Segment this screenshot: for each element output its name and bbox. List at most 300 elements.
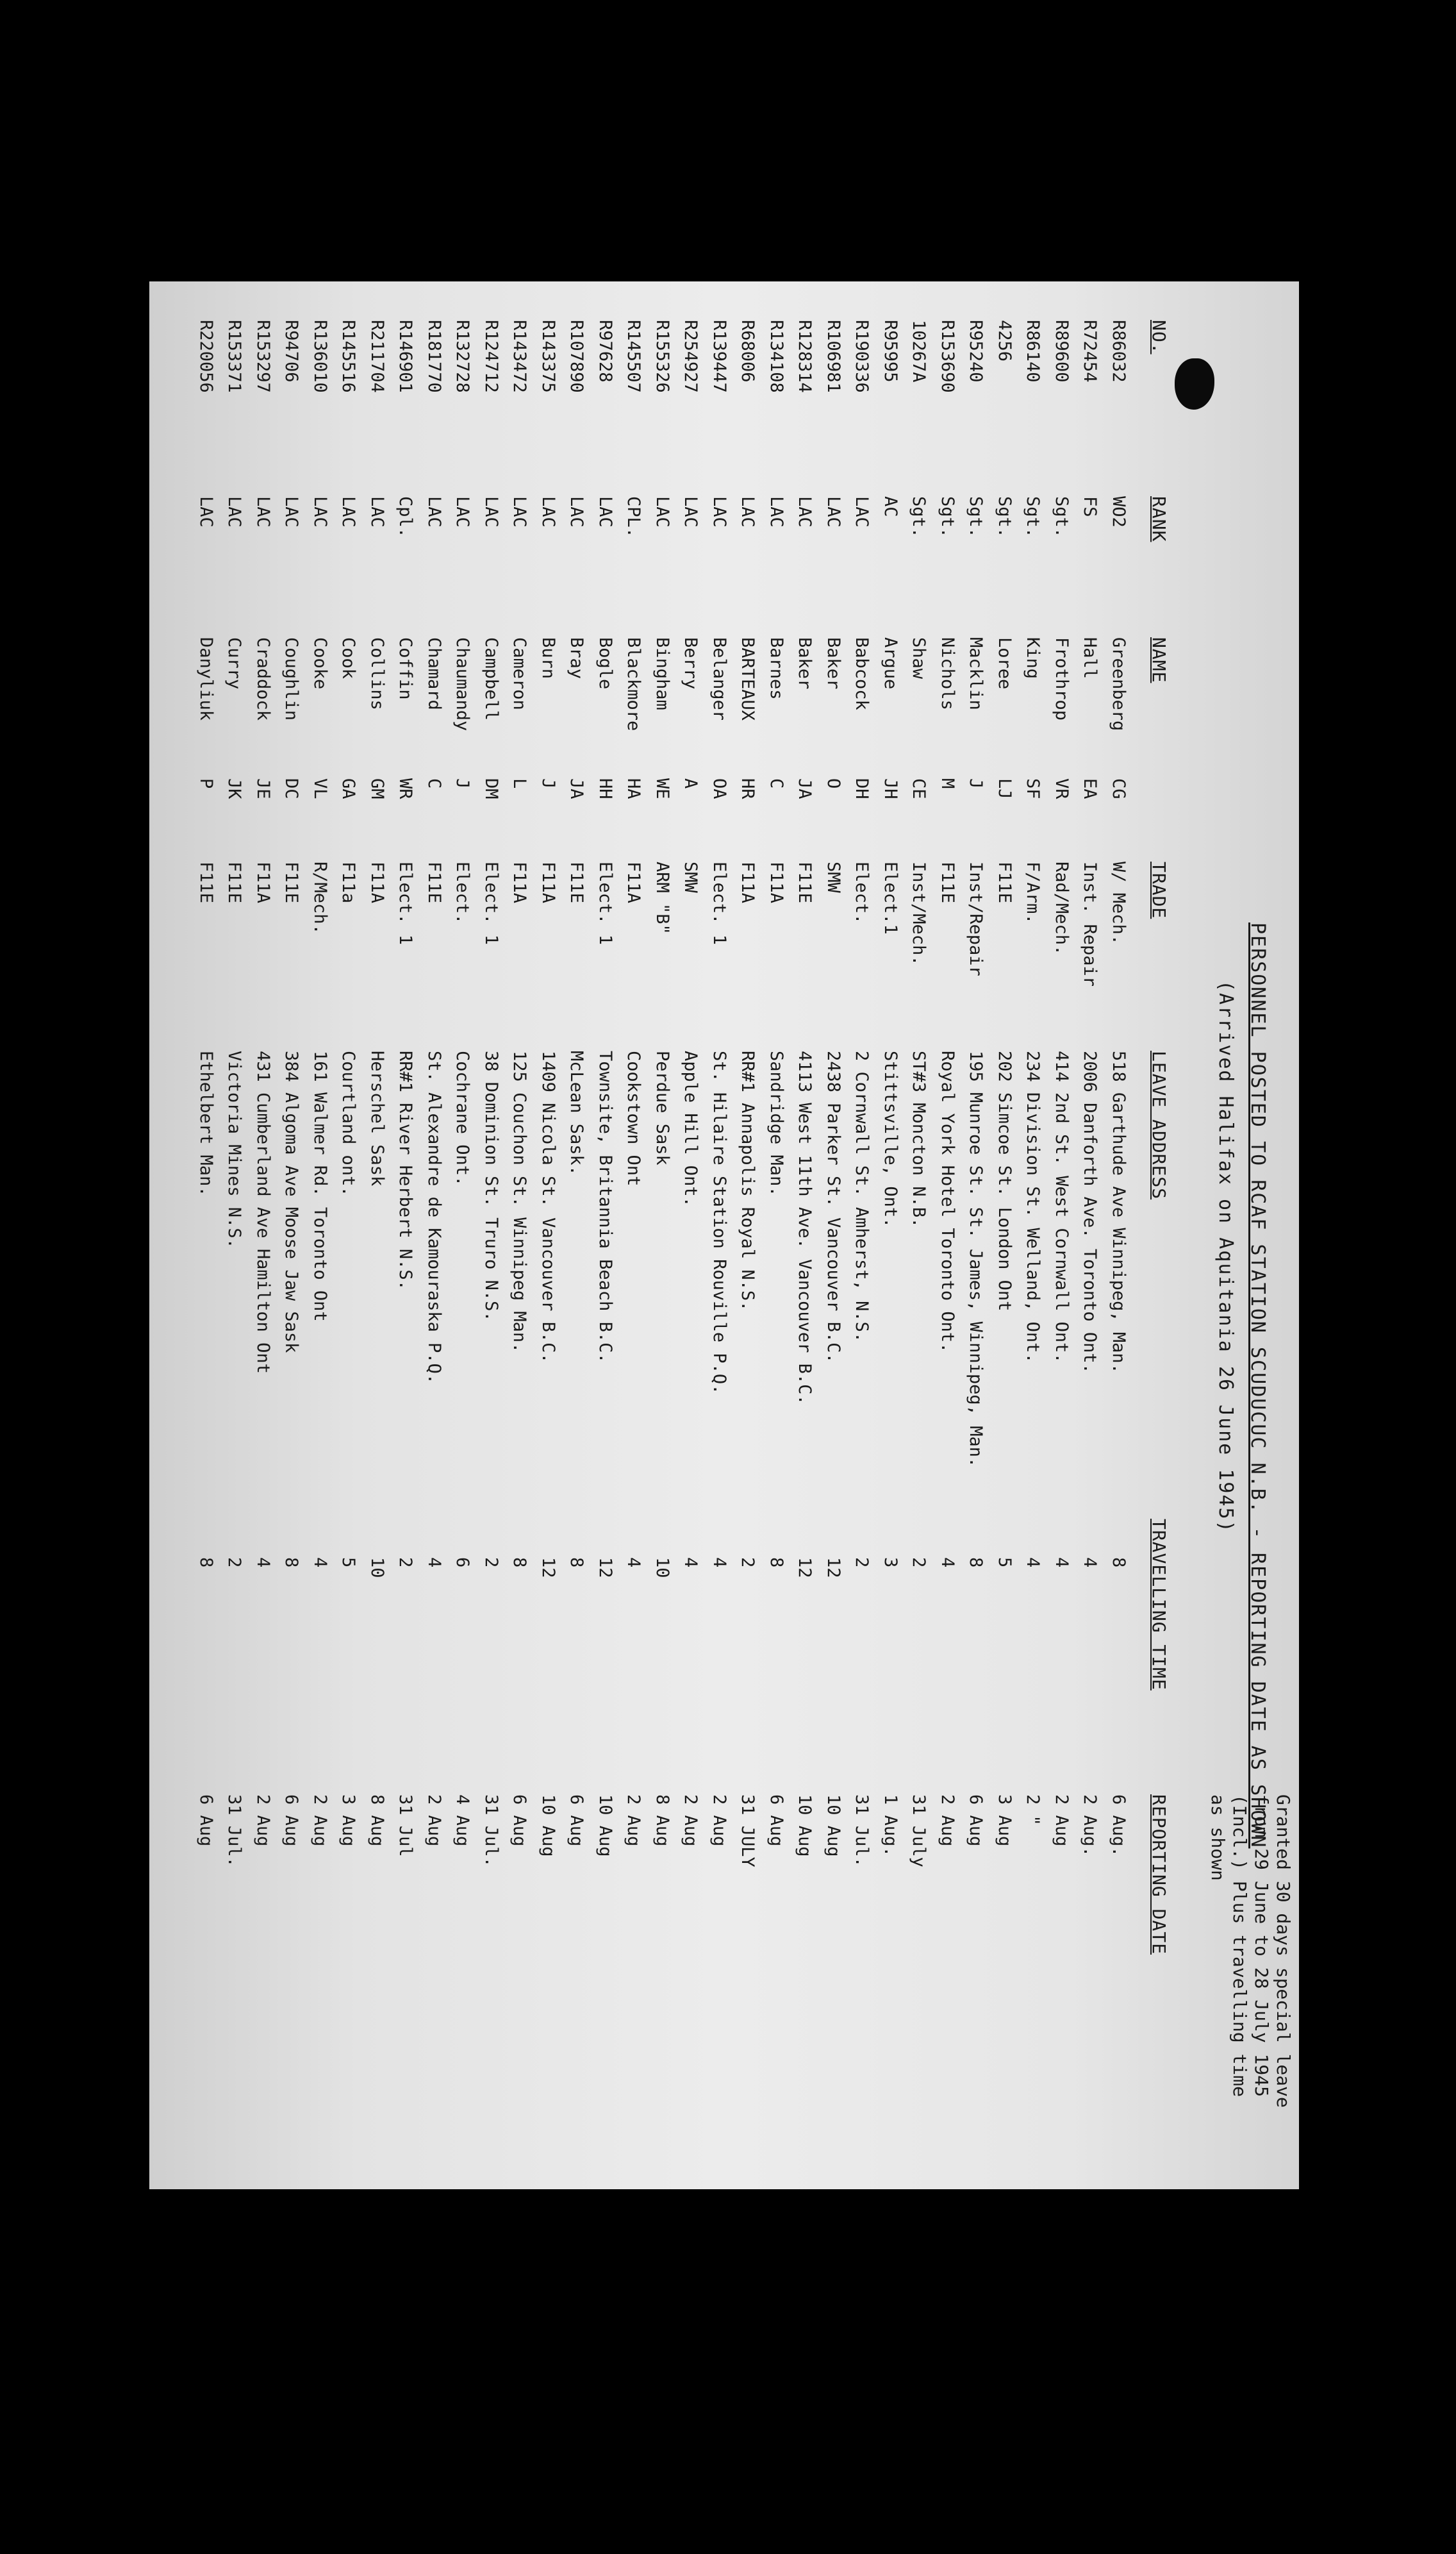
cell-trade: F11E	[938, 862, 957, 904]
cell-travelling-time: 8	[1109, 1557, 1129, 1568]
cell-leave-address: Victoria Mines N.S.	[224, 1051, 245, 1249]
cell-initials: CG	[1109, 778, 1129, 799]
cell-initials: J	[538, 778, 558, 789]
cell-rank: Sgt.	[1052, 496, 1071, 538]
cell-rank: LAC	[738, 496, 758, 528]
cell-trade: Elect. 1	[481, 862, 501, 946]
cell-initials: DH	[852, 778, 872, 799]
cell-trade: F11A	[738, 862, 758, 904]
table-row	[766, 281, 785, 2189]
cell-travelling-time: 10	[652, 1557, 672, 1578]
table-row	[937, 281, 956, 2189]
cell-reporting-date: 31 July	[909, 1794, 929, 1867]
leave-note	[1207, 1794, 1294, 2108]
cell-rank: LAC	[281, 496, 302, 528]
column-header-address: LEAVE ADDRESS	[1148, 1051, 1170, 1200]
cell-travelling-time: 3	[881, 1557, 900, 1568]
cell-reporting-date: 6 Aug	[509, 1794, 530, 1847]
cell-initials: VL	[310, 778, 330, 799]
cell-reporting-date: 6 Aug.	[1109, 1794, 1129, 1857]
cell-trade: SMW	[823, 862, 843, 893]
cell-rank: LAC	[852, 496, 872, 528]
cell-rank: Sgt.	[1023, 496, 1043, 538]
cell-reporting-date: 2 Aug	[253, 1794, 273, 1847]
cell-trade: Elect.	[452, 862, 473, 924]
cell-travelling-time: 4	[1052, 1557, 1071, 1568]
cell-leave-address: Cookstown Ont	[624, 1051, 644, 1187]
cell-leave-address: RR#1 River Herbert N.S.	[395, 1051, 416, 1290]
cell-rank: LAC	[253, 496, 273, 528]
cell-surname: Greenberg	[1109, 637, 1129, 731]
cell-rank: Cpl.	[395, 496, 416, 538]
cell-service-number: R139447	[709, 320, 729, 393]
cell-service-number: R153690	[938, 320, 957, 393]
cell-travelling-time: 2	[481, 1557, 501, 1568]
cell-rank: LAC	[481, 496, 501, 528]
cell-surname: Chaumandy	[452, 637, 473, 731]
table-row	[1080, 281, 1099, 2189]
cell-initials: HR	[738, 778, 758, 799]
cell-service-number: R124712	[481, 320, 501, 393]
cell-travelling-time: 4	[1023, 1557, 1043, 1568]
table-row	[709, 281, 728, 2189]
cell-rank: LAC	[424, 496, 444, 528]
cell-reporting-date: 2 "	[1023, 1794, 1043, 1826]
cell-reporting-date: 31 Jul.	[852, 1794, 872, 1867]
cell-service-number: 4256	[995, 320, 1014, 362]
cell-service-number: R107890	[567, 320, 587, 393]
cell-travelling-time: 2	[909, 1557, 929, 1568]
cell-initials: DM	[481, 778, 501, 799]
cell-rank: LAC	[224, 496, 245, 528]
table-row	[452, 281, 472, 2189]
document-page	[149, 281, 1299, 2189]
cell-rank: LAC	[823, 496, 843, 528]
cell-trade: Inst. Repair	[1080, 862, 1100, 987]
cell-travelling-time: 8	[196, 1557, 216, 1568]
cell-leave-address: 518 Garthude Ave Winnipeg, Man.	[1109, 1051, 1129, 1374]
cell-service-number: R146901	[395, 320, 416, 393]
cell-leave-address: Apple Hill Ont.	[681, 1051, 701, 1207]
cell-initials: WR	[395, 778, 416, 799]
cell-rank: LAC	[196, 496, 216, 528]
cell-initials: J	[452, 778, 473, 789]
cell-travelling-time: 4	[424, 1557, 444, 1568]
table-row	[509, 281, 529, 2189]
cell-travelling-time: 8	[766, 1557, 786, 1568]
table-row	[994, 281, 1013, 2189]
cell-travelling-time: 10	[367, 1557, 387, 1578]
cell-reporting-date: 8 Aug	[367, 1794, 387, 1847]
cell-surname: Loree	[995, 637, 1014, 690]
cell-trade: Elect. 1	[395, 862, 416, 946]
cell-initials: CE	[909, 778, 929, 799]
cell-surname: Shaw	[909, 637, 929, 680]
table-row	[823, 281, 842, 2189]
cell-travelling-time: 5	[338, 1557, 359, 1568]
cell-initials: HA	[624, 778, 644, 799]
table-row	[795, 281, 814, 2189]
cell-service-number: R181770	[424, 320, 444, 393]
cell-reporting-date: 2 Aug	[681, 1794, 701, 1847]
cell-leave-address: 431 Cumberland Ave Hamilton Ont	[253, 1051, 273, 1374]
column-header-travel-time: TRAVELLING TIME	[1148, 1519, 1170, 1690]
cell-rank: LAC	[709, 496, 729, 528]
cell-initials: GA	[338, 778, 359, 799]
cell-initials: JK	[224, 778, 245, 799]
cell-reporting-date: 3 Aug	[995, 1794, 1014, 1847]
cell-surname: Nichols	[938, 637, 957, 710]
cell-surname: BARTEAUX	[738, 637, 758, 721]
cell-service-number: R132728	[452, 320, 473, 393]
cell-initials: DC	[281, 778, 302, 799]
cell-travelling-time: 4	[1080, 1557, 1100, 1568]
table-row	[195, 281, 215, 2189]
cell-trade: Elect. 1	[709, 862, 729, 946]
cell-service-number: R143472	[509, 320, 530, 393]
cell-service-number: R97628	[595, 320, 615, 383]
cell-service-number: R136010	[310, 320, 330, 393]
cell-service-number: 10267A	[909, 320, 929, 383]
cell-trade: F11A	[509, 862, 530, 904]
cell-trade: F11E	[995, 862, 1014, 904]
cell-surname: Campbell	[481, 637, 501, 721]
cell-surname: Argue	[881, 637, 900, 690]
cell-trade: R/Mech.	[310, 862, 330, 935]
cell-initials: WE	[652, 778, 672, 799]
cell-surname: Baker	[823, 637, 843, 690]
cell-service-number: R145507	[624, 320, 644, 393]
table-row	[281, 281, 301, 2189]
table-row	[624, 281, 643, 2189]
cell-service-number: R72454	[1080, 320, 1100, 383]
column-header-rank: RANK	[1148, 496, 1170, 542]
cell-leave-address: St. Alexandre de Kamouraska P.Q.	[424, 1051, 444, 1385]
table-row	[224, 281, 244, 2189]
cell-surname: Chamard	[424, 637, 444, 710]
cell-initials: OA	[709, 778, 729, 799]
cell-initials: A	[681, 778, 701, 789]
cell-rank: Sgt.	[995, 496, 1014, 538]
cell-initials: C	[766, 778, 786, 789]
cell-rank: CPL.	[624, 496, 644, 538]
cell-surname: Bray	[567, 637, 587, 680]
cell-initials: JH	[881, 778, 900, 799]
cell-trade: F11E	[795, 862, 815, 904]
cell-surname: Hall	[1080, 637, 1100, 680]
cell-leave-address: St. Hilaire Station Rouville P.Q.	[709, 1051, 729, 1395]
cell-leave-address: Royal York Hotel Toronto Ont.	[938, 1051, 957, 1353]
cell-service-number: R190336	[852, 320, 872, 393]
cell-reporting-date: 2 Aug.	[1080, 1794, 1100, 1857]
cell-reporting-date: 2 Aug	[709, 1794, 729, 1847]
cell-leave-address: Sandridge Man.	[766, 1051, 786, 1197]
cell-reporting-date: 31 Jul.	[224, 1794, 245, 1867]
cell-leave-address: Ethelbert Man.	[196, 1051, 216, 1197]
cell-reporting-date: 3 Aug	[338, 1794, 359, 1847]
cell-reporting-date: 6 Aug	[567, 1794, 587, 1847]
cell-trade: F11E	[424, 862, 444, 904]
cell-initials: VR	[1052, 778, 1071, 799]
table-row	[1023, 281, 1042, 2189]
cell-travelling-time: 4	[253, 1557, 273, 1568]
table-row	[538, 281, 557, 2189]
table-row	[880, 281, 899, 2189]
cell-reporting-date: 10 Aug	[595, 1794, 615, 1857]
column-header-reporting-date: REPORTING DATE	[1148, 1794, 1170, 1955]
cell-reporting-date: 10 Aug	[823, 1794, 843, 1857]
cell-travelling-time: 6	[452, 1557, 473, 1568]
cell-rank: LAC	[310, 496, 330, 528]
table-row	[738, 281, 757, 2189]
cell-surname: Craddock	[253, 637, 273, 721]
cell-reporting-date: 2 Aug	[1052, 1794, 1071, 1847]
cell-leave-address: ST#3 Moncton N.B.	[909, 1051, 929, 1228]
cell-trade: F11E	[281, 862, 302, 904]
cell-travelling-time: 8	[567, 1557, 587, 1568]
cell-service-number: R68006	[738, 320, 758, 383]
cell-reporting-date: 6 Aug	[281, 1794, 302, 1847]
cell-travelling-time: 12	[538, 1557, 558, 1578]
cell-leave-address: 384 Algoma Ave Moose Jaw Sask	[281, 1051, 302, 1353]
cell-initials: SF	[1023, 778, 1043, 799]
cell-surname: Bogle	[595, 637, 615, 690]
cell-rank: WO2	[1109, 496, 1129, 528]
cell-surname: Cameron	[509, 637, 530, 710]
cell-service-number: R86032	[1109, 320, 1129, 383]
table-row	[1051, 281, 1070, 2189]
cell-leave-address: 125 Couchon St. Winnipeg Man.	[509, 1051, 530, 1353]
table-row	[595, 281, 614, 2189]
cell-rank: LAC	[538, 496, 558, 528]
cell-reporting-date: 2 Aug	[938, 1794, 957, 1847]
cell-surname: Cook	[338, 637, 359, 680]
cell-surname: Coughlin	[281, 637, 302, 721]
cell-service-number: R153371	[224, 320, 245, 393]
cell-service-number: R145516	[338, 320, 359, 393]
cell-leave-address: 2006 Danforth Ave. Toronto Ont.	[1080, 1051, 1100, 1374]
cell-travelling-time: 4	[938, 1557, 957, 1568]
cell-surname: Frothrop	[1052, 637, 1071, 721]
table-row	[681, 281, 700, 2189]
cell-trade: F11E	[567, 862, 587, 904]
table-row	[966, 281, 985, 2189]
leave-note-line: from 29 June to 28 July 1945	[1251, 1794, 1272, 2098]
column-header-trade: TRADE	[1148, 862, 1170, 919]
table-row	[252, 281, 272, 2189]
cell-reporting-date: 6 Aug	[196, 1794, 216, 1847]
cell-travelling-time: 4	[709, 1557, 729, 1568]
cell-travelling-time: 8	[966, 1557, 986, 1568]
cell-initials: M	[938, 778, 957, 789]
cell-service-number: R94706	[281, 320, 302, 383]
cell-surname: Blackmore	[624, 637, 644, 731]
cell-service-number: R134108	[766, 320, 786, 393]
cell-service-number: R89600	[1052, 320, 1071, 383]
cell-rank: LAC	[567, 496, 587, 528]
cell-surname: Danyliuk	[196, 637, 216, 721]
cell-surname: Berry	[681, 637, 701, 690]
cell-leave-address: Stittsville, Ont.	[881, 1051, 900, 1228]
cell-surname: Babcock	[852, 637, 872, 710]
table-row	[367, 281, 386, 2189]
cell-initials: JA	[567, 778, 587, 799]
cell-travelling-time: 2	[224, 1557, 245, 1568]
cell-leave-address: Cochrane Ont.	[452, 1051, 473, 1187]
cell-trade: F11A	[367, 862, 387, 904]
cell-travelling-time: 12	[595, 1557, 615, 1578]
cell-travelling-time: 8	[281, 1557, 302, 1568]
cell-service-number: R211704	[367, 320, 387, 393]
cell-leave-address: Courtland ont.	[338, 1051, 359, 1197]
cell-travelling-time: 4	[624, 1557, 644, 1568]
cell-rank: Sgt.	[909, 496, 929, 538]
cell-leave-address: 2438 Parker St. Vancouver B.C.	[823, 1051, 843, 1364]
cell-travelling-time: 8	[509, 1557, 530, 1568]
cell-leave-address: 195 Munroe St. St. James, Winnipeg, Man.	[966, 1051, 986, 1468]
cell-service-number: R106981	[823, 320, 843, 393]
cell-service-number: R143375	[538, 320, 558, 393]
cell-initials: J	[966, 778, 986, 789]
cell-leave-address: 161 Walmer Rd. Toronto Ont	[310, 1051, 330, 1322]
table-row	[338, 281, 358, 2189]
cell-trade: Elect.1	[881, 862, 900, 935]
document-subtitle: (Arrived Halifax on Aquitania 26 June 1945)	[1214, 980, 1237, 1533]
cell-reporting-date: 2 Aug	[624, 1794, 644, 1847]
table-row	[567, 281, 586, 2189]
table-row	[395, 281, 415, 2189]
cell-surname: Burn	[538, 637, 558, 680]
cell-leave-address: RR#1 Annapolis Royal N.S.	[738, 1051, 758, 1312]
cell-service-number: R220056	[196, 320, 216, 393]
cell-service-number: R128314	[795, 320, 815, 393]
cell-travelling-time: 12	[823, 1557, 843, 1578]
cell-rank: AC	[881, 496, 900, 517]
cell-surname: Curry	[224, 637, 245, 690]
cell-trade: Elect. 1	[595, 862, 615, 946]
cell-reporting-date: 6 Aug	[966, 1794, 986, 1847]
cell-surname: Collins	[367, 637, 387, 710]
cell-service-number: R86140	[1023, 320, 1043, 383]
document-title: PERSONNEL POSTED TO RCAF STATION SCUDUCUC N.B. - REPORTING DATE AS SHOWN	[1246, 922, 1269, 1849]
table-row	[481, 281, 500, 2189]
cell-trade: Rad/Mech.	[1052, 862, 1071, 956]
cell-trade: F11A	[766, 862, 786, 904]
cell-leave-address: 38 Dominion St. Truro N.S.	[481, 1051, 501, 1322]
leave-note-line: (Incl.) Plus travelling time	[1229, 1794, 1250, 2098]
cell-travelling-time: 4	[310, 1557, 330, 1568]
cell-surname: Baker	[795, 637, 815, 690]
cell-surname: King	[1023, 637, 1043, 680]
cell-travelling-time: 2	[395, 1557, 416, 1568]
cell-trade: F11a	[338, 862, 359, 904]
cell-initials: O	[823, 778, 843, 789]
cell-trade: F11E	[196, 862, 216, 904]
table-row	[310, 281, 329, 2189]
column-header-no: NO.	[1148, 320, 1170, 355]
cell-reporting-date: 31 JULY	[738, 1794, 758, 1867]
cell-service-number: R95240	[966, 320, 986, 383]
cell-leave-address: Herschel Sask	[367, 1051, 387, 1187]
cell-reporting-date: 10 Aug	[795, 1794, 815, 1857]
rotated-content	[149, 281, 1299, 2189]
cell-surname: Coffin	[395, 637, 416, 700]
cell-trade: F11E	[224, 862, 245, 904]
cell-travelling-time: 12	[795, 1557, 815, 1578]
cell-service-number: R153297	[253, 320, 273, 393]
cell-initials: LJ	[995, 778, 1014, 799]
cell-trade: ARM "B"	[652, 862, 672, 935]
cell-travelling-time: 2	[738, 1557, 758, 1568]
cell-surname: Belanger	[709, 637, 729, 721]
cell-rank: LAC	[595, 496, 615, 528]
cell-trade: F/Arm.	[1023, 862, 1043, 924]
cell-rank: LAC	[509, 496, 530, 528]
cell-initials: EA	[1080, 778, 1100, 799]
cell-surname: Bingham	[652, 637, 672, 710]
cell-rank: LAC	[338, 496, 359, 528]
cell-travelling-time: 2	[852, 1557, 872, 1568]
cell-rank: LAC	[452, 496, 473, 528]
cell-leave-address: 4113 West 11th Ave. Vancouver B.C.	[795, 1051, 815, 1405]
cell-travelling-time: 5	[995, 1557, 1014, 1568]
cell-surname: Barnes	[766, 637, 786, 700]
cell-surname: Cooke	[310, 637, 330, 690]
cell-reporting-date: 2 Aug	[424, 1794, 444, 1847]
cell-rank: FS	[1080, 496, 1100, 517]
cell-trade: F11A	[538, 862, 558, 904]
cell-initials: JA	[795, 778, 815, 799]
leave-note-line: Granted 30 days special leave	[1273, 1794, 1294, 2108]
cell-initials: C	[424, 778, 444, 789]
cell-rank: LAC	[652, 496, 672, 528]
cell-leave-address: Townsite, Britannia Beach B.C.	[595, 1051, 615, 1364]
cell-rank: LAC	[367, 496, 387, 528]
table-row	[852, 281, 871, 2189]
cell-initials: GM	[367, 778, 387, 799]
table-row	[909, 281, 928, 2189]
cell-service-number: R155326	[652, 320, 672, 393]
table-row	[652, 281, 671, 2189]
cell-reporting-date: 10 Aug	[538, 1794, 558, 1857]
cell-leave-address: 234 Division St. Welland, Ont.	[1023, 1051, 1043, 1364]
cell-reporting-date: 8 Aug	[652, 1794, 672, 1847]
cell-initials: L	[509, 778, 530, 789]
cell-initials: JE	[253, 778, 273, 799]
cell-rank: LAC	[795, 496, 815, 528]
cell-reporting-date: 6 Aug	[766, 1794, 786, 1847]
cell-rank: Sgt.	[966, 496, 986, 538]
cell-trade: W/ Mech.	[1109, 862, 1129, 946]
cell-reporting-date: 1 Aug.	[881, 1794, 900, 1857]
column-header-name: NAME	[1148, 637, 1170, 683]
cell-service-number: R254927	[681, 320, 701, 393]
cell-reporting-date: 2 Aug	[310, 1794, 330, 1847]
cell-leave-address: 202 Simcoe St. London Ont	[995, 1051, 1014, 1312]
cell-leave-address: 2 Cornwall St. Amherst, N.S.	[852, 1051, 872, 1343]
cell-trade: Inst/Repair	[966, 862, 986, 976]
cell-initials: P	[196, 778, 216, 789]
cell-leave-address: McLean Sask.	[567, 1051, 587, 1176]
cell-leave-address: Perdue Sask	[652, 1051, 672, 1165]
cell-reporting-date: 4 Aug	[452, 1794, 473, 1847]
cell-surname: Macklin	[966, 637, 986, 710]
table-row	[424, 281, 443, 2189]
cell-trade: F11A	[253, 862, 273, 904]
leave-note-line: as shown	[1207, 1794, 1228, 1881]
cell-rank: LAC	[681, 496, 701, 528]
cell-leave-address: 414 2nd St. West Cornwall Ont.	[1052, 1051, 1071, 1364]
